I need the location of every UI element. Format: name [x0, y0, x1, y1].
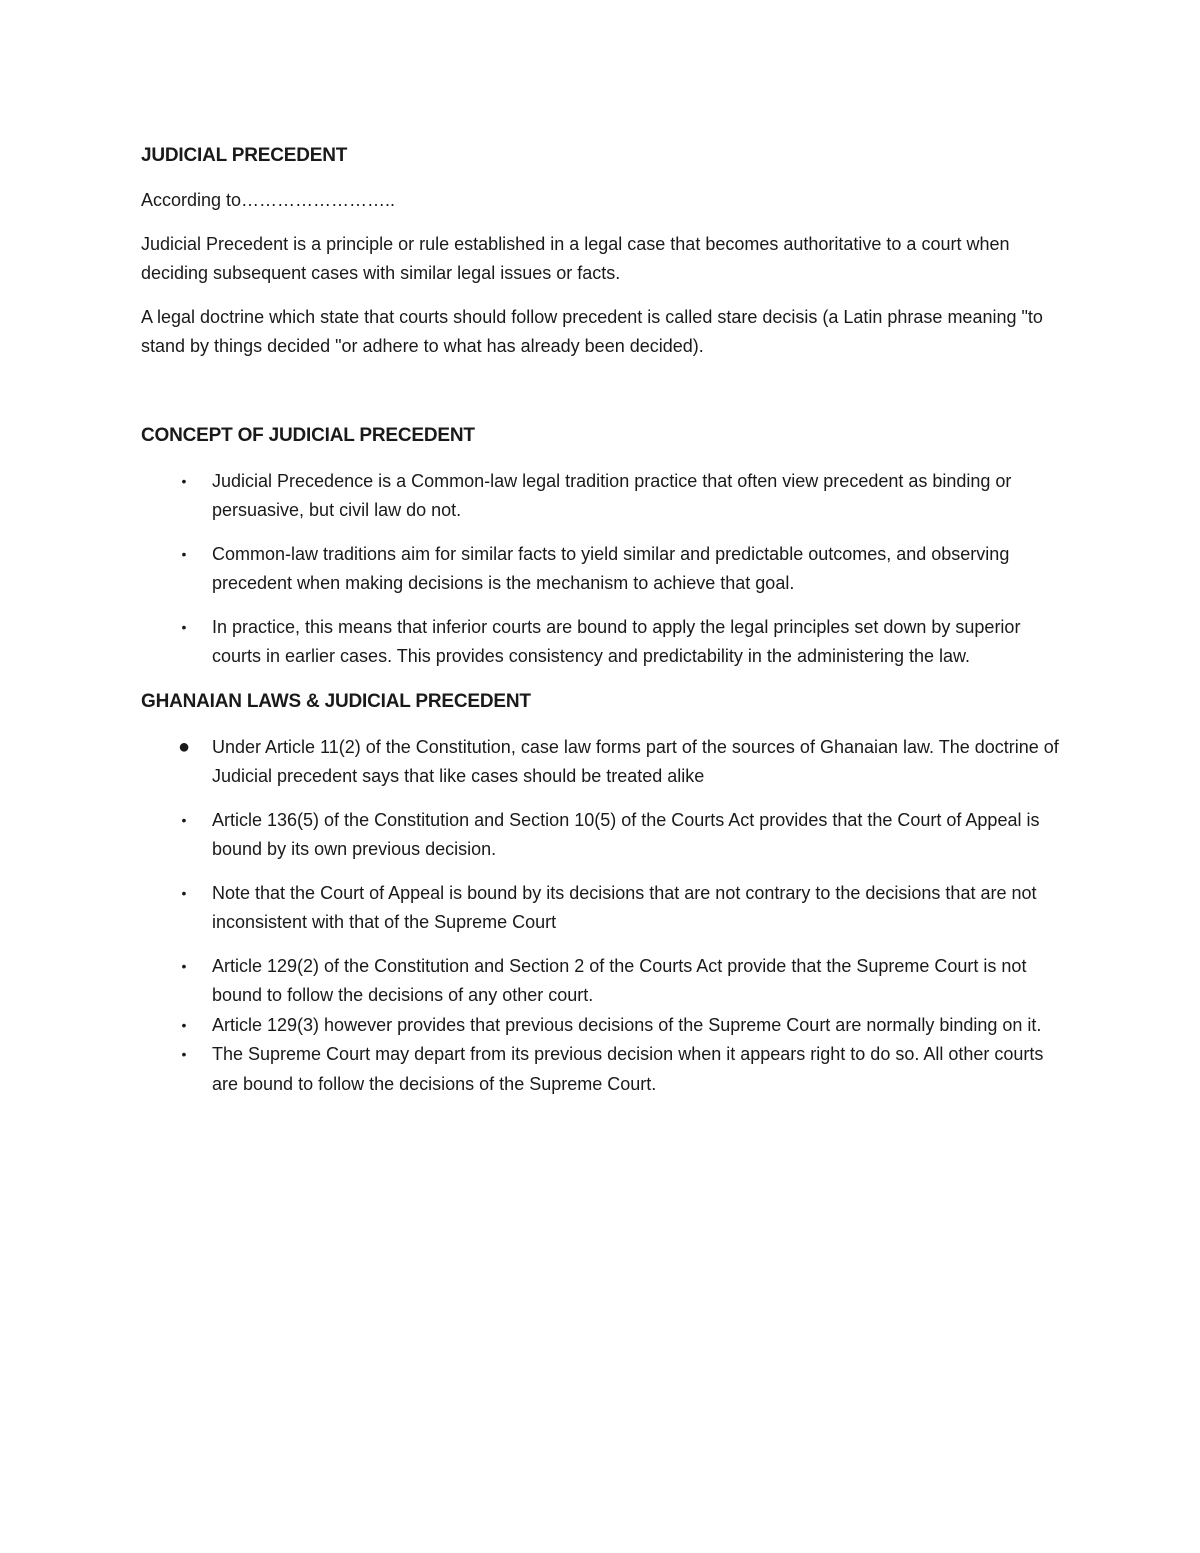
list-item	[141, 879, 1061, 938]
list-item	[141, 733, 1061, 792]
list-item-text: Article 129(3) however provides that previous decisions of the Supreme Court are normally binding on it.	[212, 1014, 1042, 1035]
list-item	[141, 952, 1061, 1011]
list-item	[141, 1011, 1061, 1041]
bullet-icon: •	[181, 545, 187, 562]
stare-decisis-paragraph: A legal doctrine which state that courts should follow precedent is called stare decisis (a Latin phrase meaning "to stand by things decided "or adhere to what has already been decided).	[141, 306, 1043, 356]
definition-paragraph: Judicial Precedent is a principle or rule established in a legal case that becomes authoritative to a court when deciding subsequent cases with similar legal issues or facts.	[141, 233, 1010, 283]
bullet-icon: •	[181, 1046, 187, 1062]
list-item-text: The Supreme Court may depart from its previous decision when it appears right to do so. All other courts are bound to follow the decisions of the Supreme Court.	[212, 1044, 1044, 1094]
list-item	[141, 613, 1061, 672]
list-item	[141, 806, 1061, 865]
list-item-text: Judicial Precedence is a Common-law legal tradition practice that often view precedent as binding or persuasive, but civil law do not.	[212, 470, 1012, 520]
bullet-icon: •	[181, 618, 187, 635]
list-item-text: Common-law traditions aim for similar facts to yield similar and predictable outcomes, and observing precedent when making decisions is the mechanism to achieve that goal.	[212, 543, 1010, 593]
concept-list	[141, 467, 1061, 672]
ghana-heading: GHANAIAN LAWS & JUDICIAL PRECEDENT	[141, 690, 531, 712]
list-item-text: Article 129(2) of the Constitution and Section 2 of the Courts Act provide that the Supreme Court is not bound to follow the decisions of any other court.	[212, 955, 1027, 1005]
bullet-icon: •	[181, 884, 187, 901]
concept-heading: CONCEPT OF JUDICIAL PRECEDENT	[141, 424, 475, 446]
bullet-icon: •	[181, 811, 187, 828]
list-item-text: Under Article 11(2) of the Constitution, case law forms part of the sources of Ghanaian law. The doctrine of Judicial precedent says that like cases should be treated alike	[212, 736, 1059, 786]
list-item	[141, 1040, 1061, 1099]
bullet-icon: •	[181, 1016, 187, 1033]
list-item	[141, 540, 1061, 599]
bullet-icon: •	[181, 957, 187, 974]
list-item-text: Article 136(5) of the Constitution and Section 10(5) of the Courts Act provides that the Court of Appeal is bound by its own previous decision.	[212, 809, 1040, 859]
ghana-list	[141, 733, 1061, 1100]
list-item-text: Note that the Court of Appeal is bound by its decisions that are not contrary to the decisions that are not inconsistent with that of the Supreme Court	[212, 882, 1037, 932]
list-item-text: In practice, this means that inferior courts are bound to apply the legal principles set down by superior courts in earlier cases. This provides consistency and predictability in the administering the law.	[212, 616, 1021, 666]
document-page	[141, 142, 1061, 1099]
bullet-icon: ●	[177, 735, 191, 758]
bullet-icon: •	[181, 472, 187, 489]
list-item	[141, 467, 1061, 526]
document-title: JUDICIAL PRECEDENT	[141, 145, 348, 166]
according-to-line: According to……………………..	[141, 190, 396, 210]
